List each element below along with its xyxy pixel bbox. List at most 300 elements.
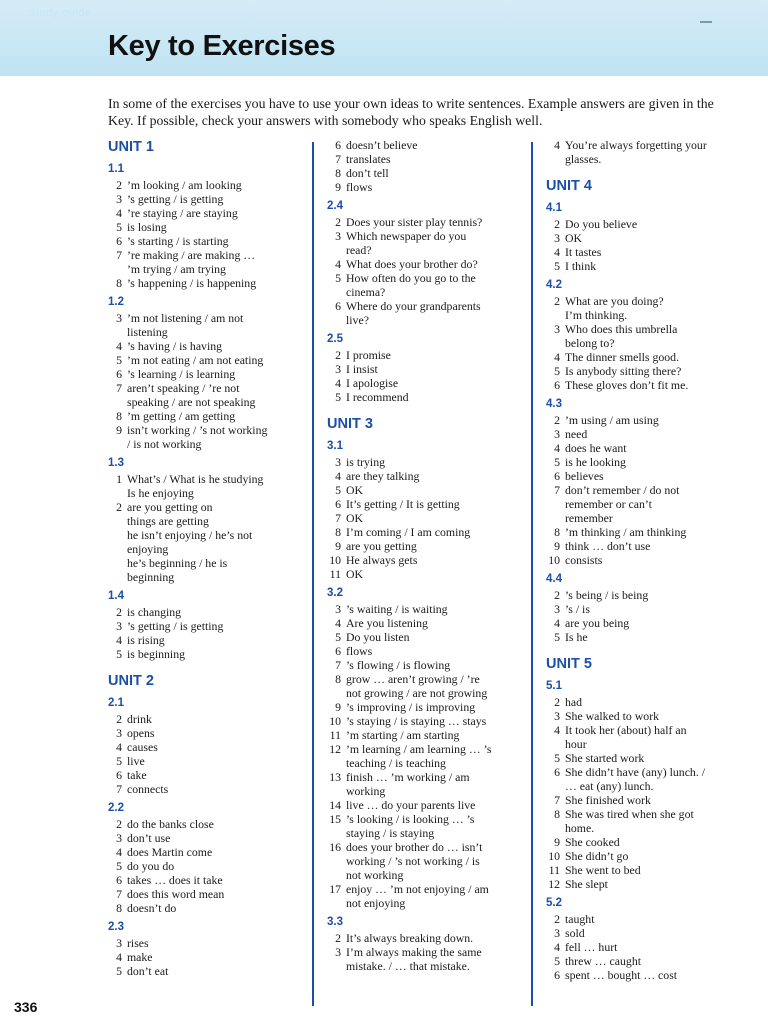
answer-number: 3 (554, 602, 560, 616)
answer-item (546, 294, 736, 308)
answer-item (108, 311, 303, 325)
answer-text: does this word mean (127, 887, 225, 901)
answer-text: flows (346, 644, 373, 658)
answer-item (108, 528, 303, 542)
answer-item (546, 455, 736, 469)
answer-item (546, 413, 736, 427)
answer-item (327, 882, 527, 896)
answer-item (108, 486, 303, 500)
exercise-heading: 2.4 (327, 200, 343, 212)
answer-item (327, 511, 527, 525)
unit-heading: UNIT 2 (108, 673, 154, 689)
answer-text: is changing (127, 605, 182, 619)
answer-number: 7 (335, 152, 341, 166)
answer-text: cinema? (346, 285, 386, 299)
answer-item (108, 192, 303, 206)
answer-text: fell … hurt (565, 940, 618, 954)
answer-item (327, 299, 527, 313)
answer-text: don’t remember / do not (565, 483, 680, 497)
answer-column-2 (327, 138, 527, 973)
answer-number: 3 (554, 322, 560, 336)
answer-text: OK (565, 231, 583, 245)
answer-item (108, 768, 303, 782)
answer-item (546, 926, 736, 940)
answer-text: Where do your grandparents (346, 299, 481, 313)
answer-number: 10 (329, 714, 341, 728)
answer-item (546, 427, 736, 441)
answer-item (327, 348, 527, 362)
answer-number: 4 (554, 350, 560, 364)
answer-number (327, 784, 341, 798)
answer-item (327, 630, 527, 644)
answer-text: think … don’t use (565, 539, 651, 553)
answer-item (546, 940, 736, 954)
answer-text: ’s getting / is getting (127, 619, 224, 633)
answer-item (108, 514, 303, 528)
answer-item (108, 817, 303, 831)
answer-item (327, 602, 527, 616)
answer-list (108, 712, 303, 796)
answer-number (108, 486, 122, 500)
answer-list (108, 311, 303, 451)
exercise-heading: 3.2 (327, 587, 343, 599)
answer-item (108, 325, 303, 339)
answer-text: causes (127, 740, 158, 754)
answer-number: 3 (335, 602, 341, 616)
answer-number: 2 (335, 931, 341, 945)
answer-text: You’re always forgetting your (565, 138, 707, 152)
answer-text: isn’t working / ’s not working (127, 423, 268, 437)
answer-text: remember (565, 511, 613, 525)
answer-number: 4 (554, 138, 560, 152)
answer-item (546, 765, 736, 779)
answer-text: is rising (127, 633, 165, 647)
answer-text: opens (127, 726, 155, 740)
answer-list (546, 413, 736, 567)
answer-number: 5 (335, 483, 341, 497)
answer-number: 2 (554, 588, 560, 602)
unit-heading: UNIT 3 (327, 416, 373, 432)
answer-number: 2 (554, 695, 560, 709)
answer-item (108, 472, 303, 486)
answer-text: are you getting on (127, 500, 213, 514)
answer-item (327, 362, 527, 376)
answer-number: 5 (554, 364, 560, 378)
answer-item (108, 726, 303, 740)
answer-number: 5 (554, 455, 560, 469)
answer-number: 7 (335, 658, 341, 672)
answer-number: 3 (554, 231, 560, 245)
answer-number: 17 (329, 882, 341, 896)
answer-number (108, 514, 122, 528)
answer-text: threw … caught (565, 954, 642, 968)
answer-item (108, 831, 303, 845)
answer-item (546, 709, 736, 723)
answer-number: 2 (116, 712, 122, 726)
answer-text: ’m not eating / am not eating (127, 353, 264, 367)
answer-number (108, 528, 122, 542)
answer-item (546, 751, 736, 765)
answer-column-3 (546, 138, 736, 982)
answer-item (108, 887, 303, 901)
column-divider (312, 142, 314, 1006)
answer-item (546, 723, 736, 737)
answer-item (327, 455, 527, 469)
answer-item (327, 784, 527, 798)
answer-item (327, 567, 527, 581)
answer-item (546, 553, 736, 567)
answer-number (546, 152, 560, 166)
answer-item (546, 630, 736, 644)
answer-text: ’s getting / is getting (127, 192, 224, 206)
answer-item (546, 695, 736, 709)
answer-text: ’m using / am using (565, 413, 659, 427)
answer-number: 7 (554, 793, 560, 807)
answer-text: OK (346, 511, 364, 525)
answer-item (327, 672, 527, 686)
answer-number: 8 (116, 901, 122, 915)
answer-number (327, 756, 341, 770)
answer-item (108, 178, 303, 192)
answer-item (327, 229, 527, 243)
answer-number: 3 (335, 362, 341, 376)
answer-text: are you being (565, 616, 630, 630)
answer-text: ’m starting / am starting (346, 728, 460, 742)
answer-text: ’s improving / is improving (346, 700, 476, 714)
answer-text: grow … aren’t growing / ’re (346, 672, 480, 686)
answer-text: don’t use (127, 831, 171, 845)
answer-number: 5 (335, 630, 341, 644)
answer-number: 5 (116, 859, 122, 873)
answer-number: 6 (335, 299, 341, 313)
answer-text: enjoying (127, 542, 169, 556)
answer-text: ’s learning / is learning (127, 367, 236, 381)
answer-number: 11 (329, 728, 341, 742)
answer-item (546, 821, 736, 835)
answer-text: ’s being / is being (565, 588, 649, 602)
answer-number: 4 (116, 845, 122, 859)
answer-number: 10 (329, 553, 341, 567)
answer-number: 13 (329, 770, 341, 784)
answer-number (546, 336, 560, 350)
answer-item (108, 647, 303, 661)
answer-text: flows (346, 180, 373, 194)
exercise-heading: 2.5 (327, 333, 343, 345)
answer-item (327, 257, 527, 271)
answer-text: ’s starting / is starting (127, 234, 229, 248)
header-mark (700, 21, 712, 23)
answer-list (108, 178, 303, 290)
answer-item (327, 539, 527, 553)
answer-item (546, 378, 736, 392)
answer-number (108, 325, 122, 339)
answer-text: ’s staying / is staying … stays (346, 714, 487, 728)
answer-item (327, 215, 527, 229)
answer-number: 6 (116, 234, 122, 248)
answer-number: 7 (335, 511, 341, 525)
answer-list (327, 455, 527, 581)
answer-item (546, 350, 736, 364)
answer-item (327, 798, 527, 812)
answer-item (327, 700, 527, 714)
answer-text: do the banks close (127, 817, 214, 831)
answer-item (108, 570, 303, 584)
answer-number: 12 (329, 742, 341, 756)
answer-text: home. (565, 821, 595, 835)
answer-list (327, 215, 527, 327)
answer-item (108, 754, 303, 768)
answer-text: How often do you go to the (346, 271, 476, 285)
intro-paragraph: In some of the exercises you have to use your own ideas to write sentences. Example answers are given in the Key. If possible, check your answers with somebody who speaks English well. (108, 96, 714, 128)
answer-text: believes (565, 469, 604, 483)
answer-number (108, 542, 122, 556)
answer-item (108, 339, 303, 353)
answer-text: working (346, 784, 386, 798)
answer-text: ’m trying / am trying (127, 262, 226, 276)
answer-text: aren’t speaking / ’re not (127, 381, 240, 395)
answer-text: What are you doing? (565, 294, 664, 308)
answer-list (327, 348, 527, 404)
answer-item (327, 868, 527, 882)
answer-number: 4 (335, 616, 341, 630)
column-divider (531, 142, 533, 1006)
answer-text: … eat (any) lunch. (565, 779, 654, 793)
answer-number: 5 (554, 954, 560, 968)
answer-text: She slept (565, 877, 608, 891)
answer-text: speaking / are not speaking (127, 395, 256, 409)
answer-item (546, 779, 736, 793)
answer-text: OK (346, 483, 364, 497)
answer-item (546, 217, 736, 231)
answer-number: 4 (116, 633, 122, 647)
answer-text: These gloves don’t fit me. (565, 378, 689, 392)
answer-item (108, 619, 303, 633)
answer-item (327, 812, 527, 826)
answer-list (546, 217, 736, 273)
answer-item (327, 180, 527, 194)
answer-item (327, 959, 527, 973)
answer-text: he’s beginning / he is (127, 556, 228, 570)
answer-number: 6 (116, 367, 122, 381)
answer-item (108, 276, 303, 290)
answer-text: make (127, 950, 153, 964)
answer-item (546, 441, 736, 455)
answer-number: 7 (116, 887, 122, 901)
answer-number: 6 (554, 765, 560, 779)
answer-item (108, 950, 303, 964)
answer-number: 2 (554, 294, 560, 308)
answer-text: live … do your parents live (346, 798, 476, 812)
answer-text: OK (346, 567, 364, 581)
answer-item (327, 686, 527, 700)
answer-number: 9 (116, 423, 122, 437)
answer-text: take (127, 768, 147, 782)
answer-item (327, 469, 527, 483)
answer-item (327, 854, 527, 868)
answer-text: ’s waiting / is waiting (346, 602, 448, 616)
answer-text: She went to bed (565, 863, 641, 877)
answer-number: 3 (116, 936, 122, 950)
answer-text: She finished work (565, 793, 651, 807)
answer-number: 3 (116, 831, 122, 845)
answer-number (327, 868, 341, 882)
answer-item (546, 588, 736, 602)
answer-text: doesn’t do (127, 901, 177, 915)
answer-number: 7 (116, 248, 122, 262)
answer-item (108, 234, 303, 248)
answer-number: 4 (335, 257, 341, 271)
answer-number: 7 (116, 782, 122, 796)
answer-list (108, 605, 303, 661)
answer-number: 9 (554, 539, 560, 553)
answer-text: beginning (127, 570, 175, 584)
answer-text: Do you listen (346, 630, 410, 644)
answer-text: glasses. (565, 152, 602, 166)
answer-list (327, 931, 527, 973)
answer-number: 11 (329, 567, 341, 581)
answer-number: 9 (335, 539, 341, 553)
answer-item (546, 497, 736, 511)
answer-number: 5 (554, 630, 560, 644)
answer-text: It’s getting / It is getting (346, 497, 460, 511)
answer-list (546, 138, 736, 166)
answer-number: 5 (116, 964, 122, 978)
answer-text: She didn’t have (any) lunch. / (565, 765, 706, 779)
answer-item (108, 367, 303, 381)
answer-item (546, 863, 736, 877)
answer-number (546, 511, 560, 525)
answer-item (546, 602, 736, 616)
answer-number (546, 779, 560, 793)
answer-text: I’m coming / I am coming (346, 525, 471, 539)
answer-item (546, 259, 736, 273)
answer-text: things are getting (127, 514, 209, 528)
answer-item (546, 954, 736, 968)
answer-text: not enjoying (346, 896, 406, 910)
answer-text: She walked to work (565, 709, 660, 723)
answer-item (327, 658, 527, 672)
answer-number: 8 (116, 409, 122, 423)
answer-item (546, 511, 736, 525)
answer-item (327, 553, 527, 567)
answer-text: doesn’t believe (346, 138, 418, 152)
answer-number (546, 308, 560, 322)
answer-number (327, 959, 341, 973)
answer-text: listening (127, 325, 168, 339)
answer-item (108, 542, 303, 556)
answer-text: She didn’t go (565, 849, 629, 863)
unit-heading: UNIT 5 (546, 656, 592, 672)
answer-text: The dinner smells good. (565, 350, 680, 364)
answer-number: 5 (335, 271, 341, 285)
answer-text: remember or can’t (565, 497, 652, 511)
answer-text: staying / is staying (346, 826, 435, 840)
answer-item (108, 740, 303, 754)
answer-item (546, 245, 736, 259)
answer-item (108, 220, 303, 234)
answer-text: I’m always making the same (346, 945, 482, 959)
answer-item (108, 262, 303, 276)
answer-text: What does your brother do? (346, 257, 478, 271)
answer-number: 2 (116, 817, 122, 831)
answer-number (546, 737, 560, 751)
page-title: Key to Exercises (108, 30, 336, 62)
exercise-heading: 5.2 (546, 897, 562, 909)
answer-text: drink (127, 712, 152, 726)
answer-item (108, 845, 303, 859)
answer-text: ’re staying / are staying (127, 206, 238, 220)
answer-text: does he want (565, 441, 627, 455)
answer-text: ’s looking / is looking … ’s (346, 812, 475, 826)
answer-item (327, 770, 527, 784)
answer-item (108, 712, 303, 726)
answer-item (546, 616, 736, 630)
exercise-heading: 5.1 (546, 680, 562, 692)
answer-number: 3 (116, 726, 122, 740)
answer-number: 10 (548, 553, 560, 567)
exercise-heading: 4.2 (546, 279, 562, 291)
answer-number: 7 (116, 381, 122, 395)
answer-number: 8 (335, 525, 341, 539)
answer-text: She started work (565, 751, 645, 765)
answer-list (546, 695, 736, 891)
answer-item (327, 166, 527, 180)
answer-list (327, 138, 527, 194)
section-tab: Study guide (28, 7, 92, 19)
answer-item (327, 945, 527, 959)
answer-number: 3 (335, 229, 341, 243)
answer-number: 2 (554, 912, 560, 926)
answer-item (327, 714, 527, 728)
answer-text: It tastes (565, 245, 602, 259)
answer-item (108, 423, 303, 437)
answer-text: Who does this umbrella (565, 322, 678, 336)
answer-list (546, 294, 736, 392)
answer-number: 10 (548, 849, 560, 863)
answer-item (108, 859, 303, 873)
answer-item (546, 877, 736, 891)
answer-number: 4 (554, 441, 560, 455)
answer-number (546, 821, 560, 835)
answer-number: 9 (554, 835, 560, 849)
answer-number: 5 (116, 754, 122, 768)
exercise-heading: 2.2 (108, 802, 124, 814)
exercise-heading: 3.1 (327, 440, 343, 452)
answer-text: takes … does it take (127, 873, 223, 887)
answer-item (546, 807, 736, 821)
answer-text: ’s having / is having (127, 339, 223, 353)
answer-text: mistake. / … that mistake. (346, 959, 470, 973)
answer-list (546, 588, 736, 644)
answer-number: 12 (548, 877, 560, 891)
answer-number: 3 (335, 945, 341, 959)
answer-item (327, 931, 527, 945)
answer-text: ’re making / are making … (127, 248, 256, 262)
answer-text: She cooked (565, 835, 620, 849)
answer-text: I’m thinking. (565, 308, 628, 322)
answer-item (327, 243, 527, 257)
answer-number: 2 (335, 215, 341, 229)
answer-text: I promise (346, 348, 391, 362)
answer-number: 3 (116, 192, 122, 206)
answer-number (108, 437, 122, 451)
answer-number: 4 (554, 723, 560, 737)
answer-item (108, 901, 303, 915)
answer-text: does Martin come (127, 845, 213, 859)
answer-number: 8 (335, 166, 341, 180)
answer-text: connects (127, 782, 169, 796)
answer-text: ’s happening / is happening (127, 276, 257, 290)
